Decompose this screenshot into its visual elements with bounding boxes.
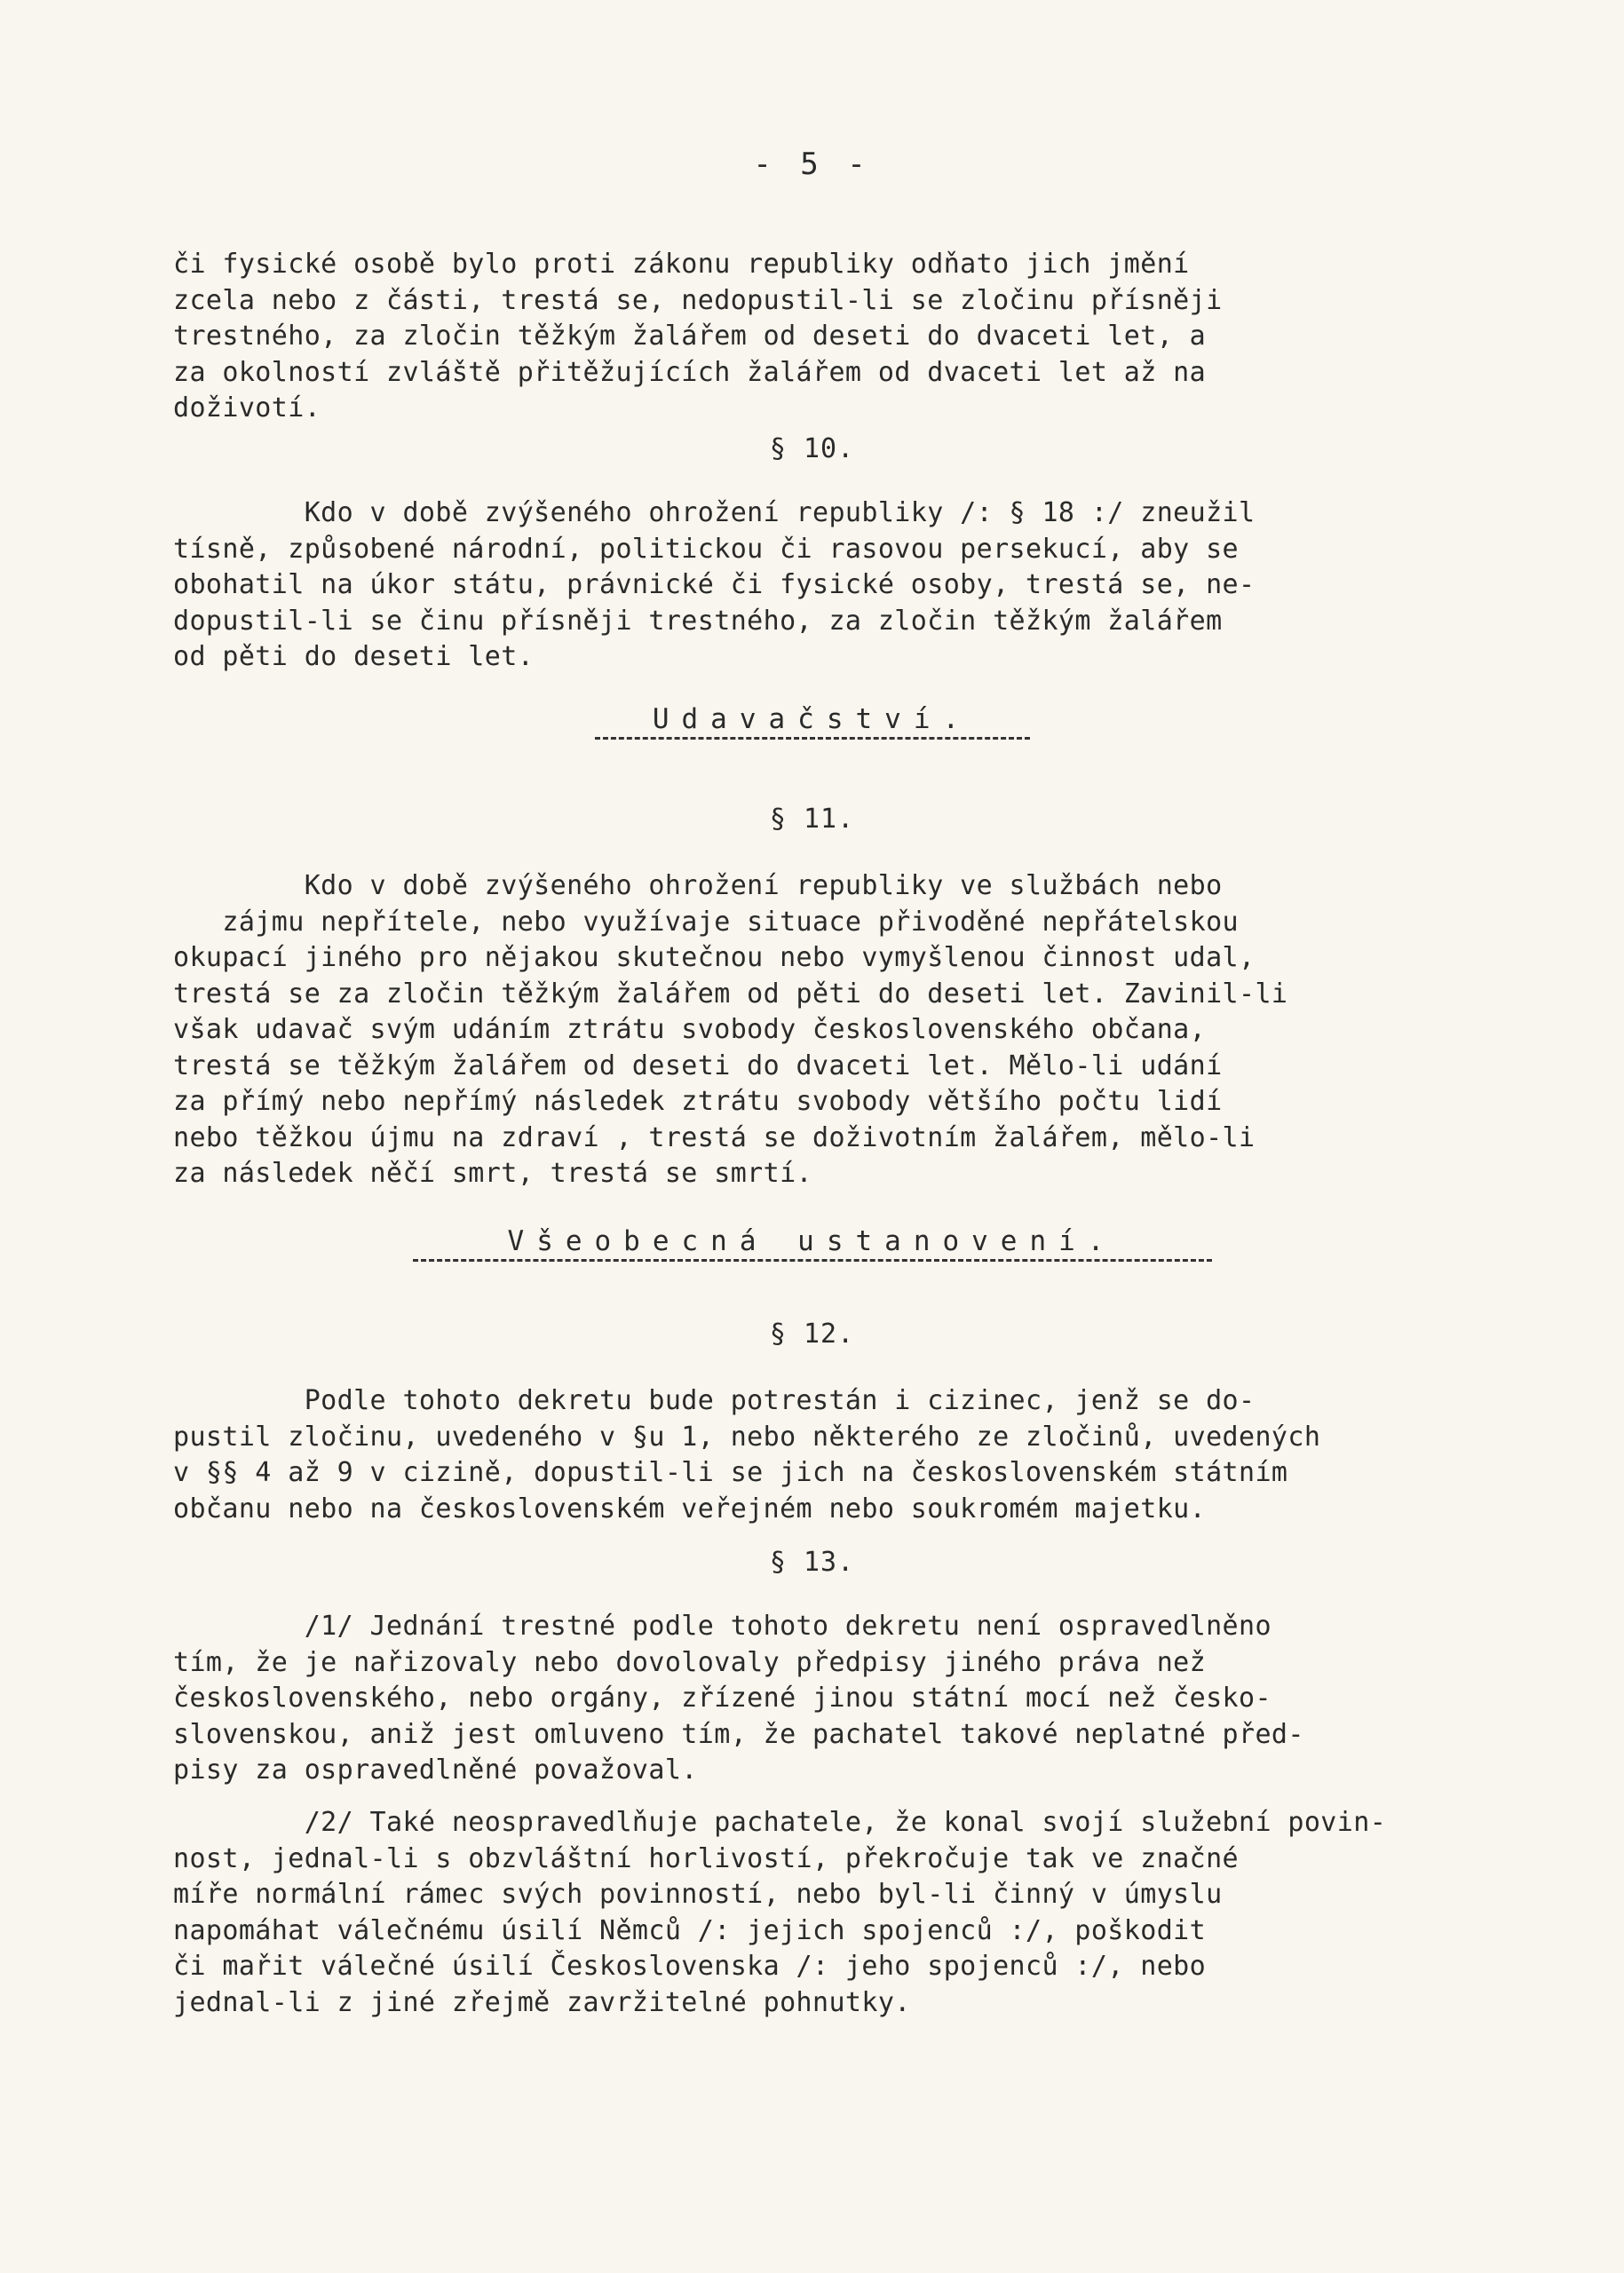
heading-udavacstvi-text: Udavačství. bbox=[652, 703, 972, 735]
text-line: míře normální rámec svých povinností, nebo byl-li činný v úmyslu bbox=[173, 1879, 1223, 1910]
text-line: za následek něčí smrt, trestá se smrtí. bbox=[173, 1158, 812, 1189]
section-10-number: § 10. bbox=[769, 433, 855, 464]
heading-underline bbox=[595, 737, 1030, 740]
text-line: Kdo v době zvýšeného ohrožení republiky ve službách nebo bbox=[173, 870, 1223, 901]
text-line: doživotí. bbox=[173, 392, 321, 424]
text-line: trestá se těžkým žalářem od deseti do dvaceti let. Mělo-li udání bbox=[173, 1049, 1223, 1081]
heading-vseobecna-text: Všeobecná ustanovení. bbox=[507, 1225, 1117, 1257]
text-line: /2/ Také neospravedlňuje pachatele, že konal svojí služební povin- bbox=[173, 1807, 1387, 1838]
text-line: trestného, za zločin těžkým žalářem od deseti do dvaceti let, a bbox=[173, 321, 1207, 352]
intro-paragraph bbox=[173, 247, 1487, 427]
section-11-text bbox=[173, 868, 1487, 1192]
text-line: /1/ Jednání trestné podle tohoto dekretu není ospravedlněno bbox=[173, 1611, 1271, 1642]
text-line: v §§ 4 až 9 v cizině, dopustil-li se jich na československém státním bbox=[173, 1457, 1288, 1488]
section-11-number: § 11. bbox=[769, 804, 855, 835]
text-line: zcela nebo z části, trestá se, nedopustil-li se zločinu přísněji bbox=[173, 284, 1223, 316]
text-line: však udavač svým udáním ztrátu svobody československého občana, bbox=[173, 1014, 1207, 1045]
section-13-para-1 bbox=[173, 1609, 1487, 1789]
text-line: pisy za ospravedlněné považoval. bbox=[173, 1754, 698, 1786]
section-10-text bbox=[173, 495, 1487, 676]
heading-vseobecna-ustanoveni bbox=[0, 1225, 1624, 1262]
text-line: zájmu nepřítele, nebo využívaje situace přivoděné nepřátelskou bbox=[173, 906, 1239, 938]
section-13-number: § 13. bbox=[769, 1547, 855, 1578]
text-line: či mařit válečné úsilí Československa /: jeho spojenců :/, nebo bbox=[173, 1951, 1207, 1982]
text-line: nebo těžkou újmu na zdraví , trestá se doživotním žalářem, mělo-li bbox=[173, 1121, 1256, 1153]
text-line: slovenskou, aniž jest omluveno tím, že pachatel takové neplatné před- bbox=[173, 1718, 1304, 1750]
text-line: okupací jiného pro nějakou skutečnou nebo vymyšlenou činnost udal, bbox=[173, 942, 1256, 973]
text-line: za okolností zvláště přitěžujících žalářem od dvaceti let až na bbox=[173, 356, 1207, 388]
text-line: od pěti do deseti let. bbox=[173, 641, 535, 672]
text-line: za přímý nebo nepřímý následek ztrátu svobody většího počtu lidí bbox=[173, 1086, 1223, 1117]
text-line: trestá se za zločin těžkým žalářem od pěti do deseti let. Zavinil-li bbox=[173, 978, 1288, 1010]
text-line: dopustil-li se činu přísněji trestného, za zločin těžkým žalářem bbox=[173, 605, 1223, 637]
section-13-para-2 bbox=[173, 1805, 1487, 2021]
heading-underline bbox=[413, 1259, 1212, 1262]
text-line: pustil zločinu, uvedeného v §u 1, nebo některého ze zločinů, uvedených bbox=[173, 1421, 1321, 1453]
text-line: obohatil na úkor státu, právnické či fysické osoby, trestá se, ne- bbox=[173, 569, 1256, 600]
text-line: Kdo v době zvýšeného ohrožení republiky /: § 18 :/ zneužil bbox=[173, 497, 1256, 528]
text-line: či fysické osobě bylo proti zákonu republiky odňato jich jmění bbox=[173, 249, 1190, 280]
text-line: nost, jednal-li s obzvláštní horlivostí, překročuje tak ve značné bbox=[173, 1842, 1239, 1874]
section-12-number: § 12. bbox=[769, 1319, 855, 1350]
text-line: tím, že je nařizovaly nebo dovolovaly předpisy jiného práva než bbox=[173, 1646, 1207, 1678]
page-number: - 5 - bbox=[753, 147, 871, 182]
section-12-text bbox=[173, 1383, 1487, 1527]
text-line: jednal-li z jiné zřejmě zavržitelné pohnutky. bbox=[173, 1986, 911, 2018]
text-line: občanu nebo na československém veřejném nebo soukromém majetku. bbox=[173, 1493, 1207, 1525]
text-line: tísně, způsobené národní, politickou či rasovou persekucí, aby se bbox=[173, 533, 1239, 565]
text-line: napomáhat válečnému úsilí Němců /: jejich spojenců :/, poškodit bbox=[173, 1914, 1207, 1946]
heading-udavacstvi bbox=[0, 703, 1624, 740]
text-line: Podle tohoto dekretu bude potrestán i cizinec, jenž se do- bbox=[173, 1385, 1256, 1416]
text-line: československého, nebo orgány, zřízené jinou státní mocí než česko- bbox=[173, 1683, 1271, 1714]
